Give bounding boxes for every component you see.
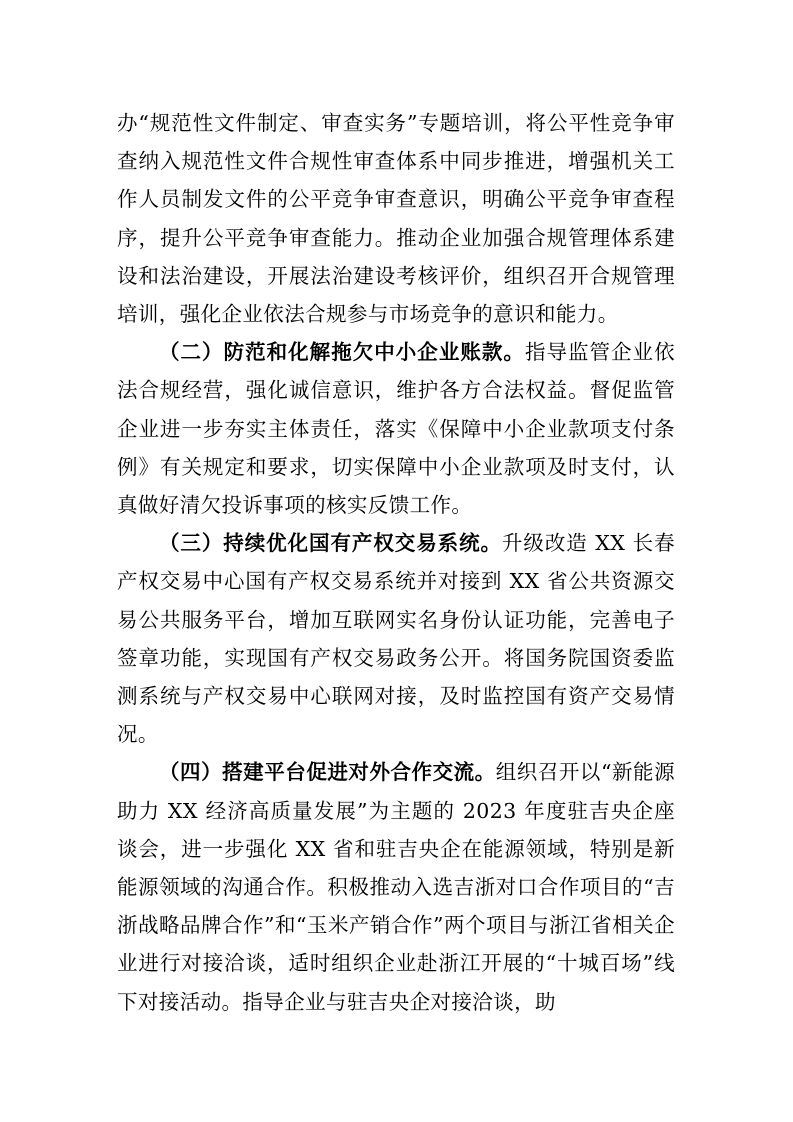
document-page	[117, 104, 675, 1021]
section-heading: （二）防范和化解拖欠中小企业账款。	[159, 340, 525, 365]
section-heading: （四）搭建平台促进对外合作交流。	[159, 760, 496, 785]
section-heading: （三）持续优化国有产权交易系统。	[159, 531, 502, 556]
paragraph-section-2	[117, 333, 675, 524]
paragraph-continuation	[117, 104, 675, 333]
paragraph-text: 办“规范性文件制定、审查实务”专题培训，将公平性竞争审查纳入规范性文件合规性审查体系中同步推进，增强机关工作人员制发文件的公平竞争审查意识，明确公平竞争审查程序，提升公平竞争审查能力。推动企业加强合规管理体系建设和法治建设，开展法治建设考核评价，组织召开合规管理培训，强化企业依法合规参与市场竞争的意识和能力。	[117, 111, 675, 327]
paragraph-text: 指导监管企业依法合规经营，强化诚信意识，维护各方合法权益。督促监管企业进一步夯实主体责任，落实《保障中小企业款项支付条例》有关规定和要求，切实保障中小企业款项及时支付，认真做好清欠投诉事项的核实反馈工作。	[117, 340, 675, 518]
paragraph-text: 升级改造 XX 长春产权交易中心国有产权交易系统并对接到 XX 省公共资源交易公共服务平台，增加互联网实名身份认证功能，完善电子签章功能，实现国有产权交易政务公开。将国务院国资委监测系统与产权交易中心联网对接，及时监控国有资产交易情况。	[117, 531, 675, 747]
paragraph-section-4	[117, 753, 675, 1020]
paragraph-text: 组织召开以“新能源助力 XX 经济高质量发展”为主题的 2023 年度驻吉央企座谈会，进一步强化 XX 省和驻吉央企在能源领域，特别是新能源领域的沟通合作。积极推动入选吉浙对口合作项目的“吉浙战略品牌合作”和“玉米产销合作”两个项目与浙江省相关企业进行对接洽谈，适时组织企业赴浙江开展的“十城百场”线下对接活动。指导企业与驻吉央企对接洽谈，助	[117, 760, 675, 1014]
paragraph-section-3	[117, 524, 675, 753]
